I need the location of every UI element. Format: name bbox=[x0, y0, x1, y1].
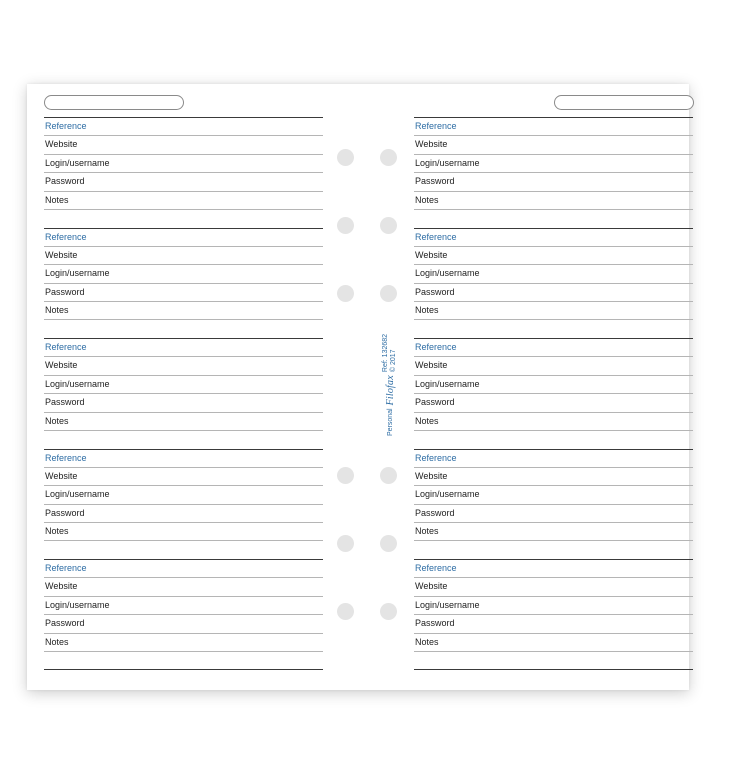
website-label[interactable]: Website bbox=[414, 356, 693, 374]
entry bbox=[44, 449, 323, 560]
password-label[interactable]: Password bbox=[44, 614, 323, 632]
login-label[interactable]: Login/username bbox=[44, 596, 323, 614]
notes-label[interactable]: Notes bbox=[44, 301, 323, 319]
imprint-copyright: © 2017 bbox=[390, 349, 397, 373]
website-label[interactable]: Website bbox=[414, 467, 693, 485]
entry bbox=[414, 228, 693, 339]
right-header-field[interactable] bbox=[554, 95, 694, 110]
notes-extra-line[interactable] bbox=[44, 209, 323, 227]
notes-label[interactable]: Notes bbox=[414, 412, 693, 430]
notes-extra-line[interactable] bbox=[44, 540, 323, 558]
notes-extra-line[interactable] bbox=[414, 430, 693, 448]
filofax-logo: Filofax bbox=[384, 375, 396, 406]
binder-hole bbox=[337, 149, 354, 166]
notes-label[interactable]: Notes bbox=[44, 633, 323, 651]
imprint-details bbox=[382, 334, 398, 372]
login-label[interactable]: Login/username bbox=[44, 264, 323, 282]
password-label[interactable]: Password bbox=[44, 172, 323, 190]
entry bbox=[44, 338, 323, 449]
reference-label[interactable]: Reference bbox=[44, 449, 323, 467]
binder-hole bbox=[337, 535, 354, 552]
entry bbox=[414, 117, 693, 228]
login-label[interactable]: Login/username bbox=[44, 154, 323, 172]
reference-label[interactable]: Reference bbox=[414, 559, 693, 577]
reference-label[interactable]: Reference bbox=[414, 228, 693, 246]
login-label[interactable]: Login/username bbox=[414, 264, 693, 282]
password-label[interactable]: Password bbox=[44, 504, 323, 522]
product-imprint bbox=[382, 334, 398, 436]
reference-label[interactable]: Reference bbox=[44, 338, 323, 356]
left-closing-rule bbox=[44, 669, 323, 670]
binder-hole bbox=[380, 535, 397, 552]
password-label[interactable]: Password bbox=[414, 393, 693, 411]
notes-label[interactable]: Notes bbox=[44, 522, 323, 540]
website-label[interactable]: Website bbox=[414, 246, 693, 264]
login-label[interactable]: Login/username bbox=[414, 375, 693, 393]
entry bbox=[44, 228, 323, 339]
binder-hole bbox=[380, 149, 397, 166]
reference-label[interactable]: Reference bbox=[44, 117, 323, 135]
left-header-field[interactable] bbox=[44, 95, 184, 110]
login-label[interactable]: Login/username bbox=[414, 154, 693, 172]
notes-extra-line[interactable] bbox=[414, 209, 693, 227]
website-label[interactable]: Website bbox=[414, 577, 693, 595]
binder-hole bbox=[380, 217, 397, 234]
login-label[interactable]: Login/username bbox=[44, 485, 323, 503]
notes-label[interactable]: Notes bbox=[44, 191, 323, 209]
left-column bbox=[44, 117, 323, 670]
website-label[interactable]: Website bbox=[414, 135, 693, 153]
imprint-ref: Ref: 132682 bbox=[382, 333, 389, 373]
login-label[interactable]: Login/username bbox=[44, 375, 323, 393]
website-label[interactable]: Website bbox=[44, 135, 323, 153]
notes-label[interactable]: Notes bbox=[414, 522, 693, 540]
reference-label[interactable]: Reference bbox=[414, 117, 693, 135]
imprint-size: Personal bbox=[386, 408, 394, 437]
password-label[interactable]: Password bbox=[414, 172, 693, 190]
binder-hole bbox=[337, 467, 354, 484]
right-column bbox=[414, 117, 693, 670]
notes-extra-line[interactable] bbox=[44, 430, 323, 448]
notes-label[interactable]: Notes bbox=[414, 301, 693, 319]
notes-label[interactable]: Notes bbox=[44, 412, 323, 430]
entry bbox=[44, 117, 323, 228]
login-label[interactable]: Login/username bbox=[414, 485, 693, 503]
notes-extra-line[interactable] bbox=[414, 540, 693, 558]
notes-extra-line[interactable] bbox=[44, 319, 323, 337]
reference-label[interactable]: Reference bbox=[44, 559, 323, 577]
website-label[interactable]: Website bbox=[44, 577, 323, 595]
reference-label[interactable]: Reference bbox=[414, 449, 693, 467]
notes-label[interactable]: Notes bbox=[414, 191, 693, 209]
password-label[interactable]: Password bbox=[414, 283, 693, 301]
password-label[interactable]: Password bbox=[44, 283, 323, 301]
website-label[interactable]: Website bbox=[44, 467, 323, 485]
reference-label[interactable]: Reference bbox=[414, 338, 693, 356]
entry bbox=[414, 449, 693, 560]
entry bbox=[414, 559, 693, 670]
notes-extra-line[interactable] bbox=[414, 319, 693, 337]
website-label[interactable]: Website bbox=[44, 246, 323, 264]
right-closing-rule bbox=[414, 669, 693, 670]
binder-hole bbox=[337, 285, 354, 302]
notes-extra-line[interactable] bbox=[44, 651, 323, 669]
entry bbox=[44, 559, 323, 670]
binder-hole bbox=[337, 217, 354, 234]
password-label[interactable]: Password bbox=[414, 504, 693, 522]
binder-hole bbox=[380, 467, 397, 484]
reference-label[interactable]: Reference bbox=[44, 228, 323, 246]
notes-extra-line[interactable] bbox=[414, 651, 693, 669]
binder-hole bbox=[337, 603, 354, 620]
binder-hole bbox=[380, 603, 397, 620]
entry bbox=[414, 338, 693, 449]
login-label[interactable]: Login/username bbox=[414, 596, 693, 614]
notes-label[interactable]: Notes bbox=[414, 633, 693, 651]
binder-hole bbox=[380, 285, 397, 302]
website-label[interactable]: Website bbox=[44, 356, 323, 374]
password-label[interactable]: Password bbox=[414, 614, 693, 632]
password-label[interactable]: Password bbox=[44, 393, 323, 411]
